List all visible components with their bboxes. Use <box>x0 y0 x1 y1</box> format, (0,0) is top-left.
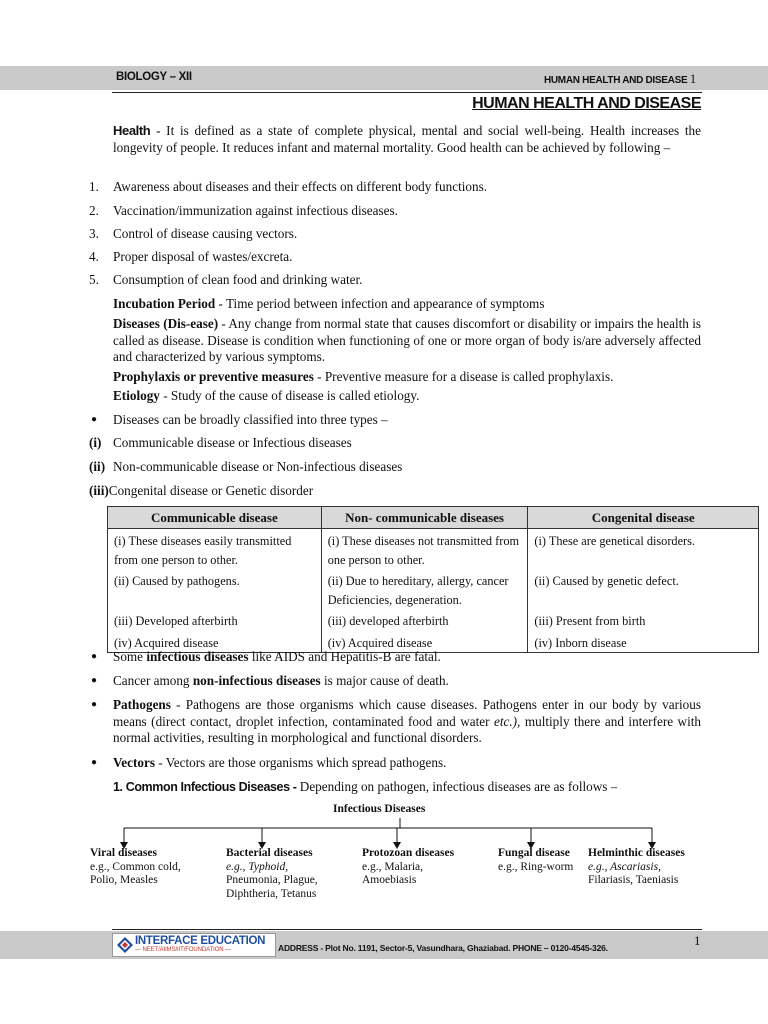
table-cell: (iii) developed afterbirth <box>321 609 528 631</box>
page-title: HUMAN HEALTH AND DISEASE <box>472 95 701 112</box>
list-number: 4. <box>89 249 99 264</box>
section-text: Depending on pathogen, infectious diseases are as follows – <box>296 779 618 794</box>
pathogens-text: Pathogens - Pathogens are those organisms which cause diseases. Pathogens enter in our body by various means (direct contact, droplet infection, contaminated food and water etc.), multiply there and interfere with normal activities, resulting in morphological and functional disorders. <box>113 697 702 745</box>
list-number: 3. <box>89 226 99 241</box>
table-cell: (iii) Present from birth <box>528 609 759 631</box>
type-text: Congenital disease or Genetic disorder <box>108 483 314 498</box>
tree-node-fungal: Fungal disease e.g., Ring-worm <box>498 847 574 873</box>
bullet-icon: ● <box>91 757 98 768</box>
fact-text: Cancer among non-infectious diseases is major cause of death. <box>113 673 449 688</box>
section-title: 1. Common Infectious Diseases - <box>113 780 297 794</box>
logo-mark-icon <box>117 937 133 953</box>
logo-tagline: — NEET/AIIMS/IIT/FOUNDATION — <box>135 947 231 953</box>
definition-text: - Preventive measure for a disease is called prophylaxis. <box>313 369 614 384</box>
vectors-text: Vectors - Vectors are those organisms which spread pathogens. <box>113 755 447 770</box>
tree-node-viral: Viral diseases e.g., Common cold, Polio, Measles <box>90 847 181 886</box>
list-text: Control of disease causing vectors. <box>113 226 298 241</box>
footer-page-number: 1 <box>694 933 701 948</box>
type-text: Communicable disease or Infectious diseases <box>113 435 352 450</box>
footer-address: ADDRESS - Plot No. 1191, Sector-5, Vasundhara, Ghaziabad. PHONE – 0120-4545-326. <box>278 943 608 953</box>
bullet-icon: ● <box>91 414 98 425</box>
bullet-icon: ● <box>91 699 98 710</box>
type-number: (i) <box>89 435 102 450</box>
table-cell: (iii) Developed afterbirth <box>108 609 322 631</box>
table-cell: (ii) Due to hereditary, allergy, cancer Deficiencies, degeneration. <box>321 569 528 609</box>
definition-term: Etiology <box>113 388 160 403</box>
header-page-number: 1 <box>689 71 696 86</box>
table-cell: (iv) Acquired disease <box>321 631 528 653</box>
definition-text: - Time period between infection and appearance of symptoms <box>215 296 545 311</box>
table-cell: (iv) Acquired disease <box>108 631 322 653</box>
table-header: Congenital disease <box>528 507 759 529</box>
table-cell: (ii) Caused by genetic defect. <box>528 569 759 609</box>
definition-term: Diseases (Dis-ease) <box>113 316 219 331</box>
footer-logo <box>112 933 276 957</box>
table-cell: (i) These diseases not transmitted from one person to other. <box>321 529 528 570</box>
type-number: (iii) <box>89 483 109 498</box>
tree-node-protozoan: Protozoan diseases e.g., Malaria, Amoebiasis <box>362 847 455 886</box>
bullet-icon: ● <box>91 651 98 662</box>
list-text: Awareness about diseases and their effects on different body functions. <box>113 179 488 194</box>
list-number: 2. <box>89 203 99 218</box>
table-cell: (i) These are genetical disorders. <box>528 529 759 570</box>
tree-node-helminthic: Helminthic diseases e.g., Ascariasis, Filariasis, Taeniasis <box>588 847 685 886</box>
table-header: Communicable disease <box>108 507 322 529</box>
health-text: - It is defined as a state of complete physical, mental and social well-being. Health increases the longevity of people. It reduces infant and maternal mortality. Good health can be achieved by following – <box>113 123 701 155</box>
definition-term: Incubation Period <box>113 296 216 311</box>
table-header: Non- communicable diseases <box>321 507 528 529</box>
footer-rule <box>112 929 702 930</box>
tree-root-label: Infectious Diseases <box>333 803 426 815</box>
list-number: 1. <box>89 179 99 194</box>
header-chapter-title: HUMAN HEALTH AND DISEASE <box>543 75 688 86</box>
list-text: Proper disposal of wastes/excreta. <box>113 249 293 264</box>
list-text: Consumption of clean food and drinking water. <box>113 272 363 287</box>
health-term: Health <box>113 123 151 138</box>
classify-text: Diseases can be broadly classified into three types – <box>113 412 388 427</box>
type-number: (ii) <box>89 459 106 474</box>
definition-text: - Study of the cause of disease is called etiology. <box>159 388 420 403</box>
logo-name: INTERFACE EDUCATION <box>135 935 266 947</box>
definition-term: Prophylaxis or preventive measures <box>113 369 314 384</box>
header-subject: BIOLOGY – XII <box>116 71 192 83</box>
table-cell: (ii) Caused by pathogens. <box>108 569 322 609</box>
table-cell: (iv) Inborn disease <box>528 631 759 653</box>
type-text: Non-communicable disease or Non-infectious diseases <box>113 459 403 474</box>
list-number: 5. <box>89 272 99 287</box>
bullet-icon: ● <box>91 675 98 686</box>
tree-node-bacterial: Bacterial diseases e.g., Typhoid, Pneumonia, Plague, Diphtheria, Tetanus <box>226 847 318 900</box>
fact-text: Some infectious diseases like AIDS and Hepatitis-B are fatal. <box>113 649 441 664</box>
table-cell: (i) These diseases easily transmitted from one person to other. <box>108 529 322 570</box>
list-text: Vaccination/immunization against infectious diseases. <box>113 203 398 218</box>
definition-text: - Any change from normal state that causes discomfort or disability or impairs the health is called as disease. Disease is condition when functioning of one or more organ of body is/are adversely affected and characterized by various symptoms. <box>113 316 701 364</box>
